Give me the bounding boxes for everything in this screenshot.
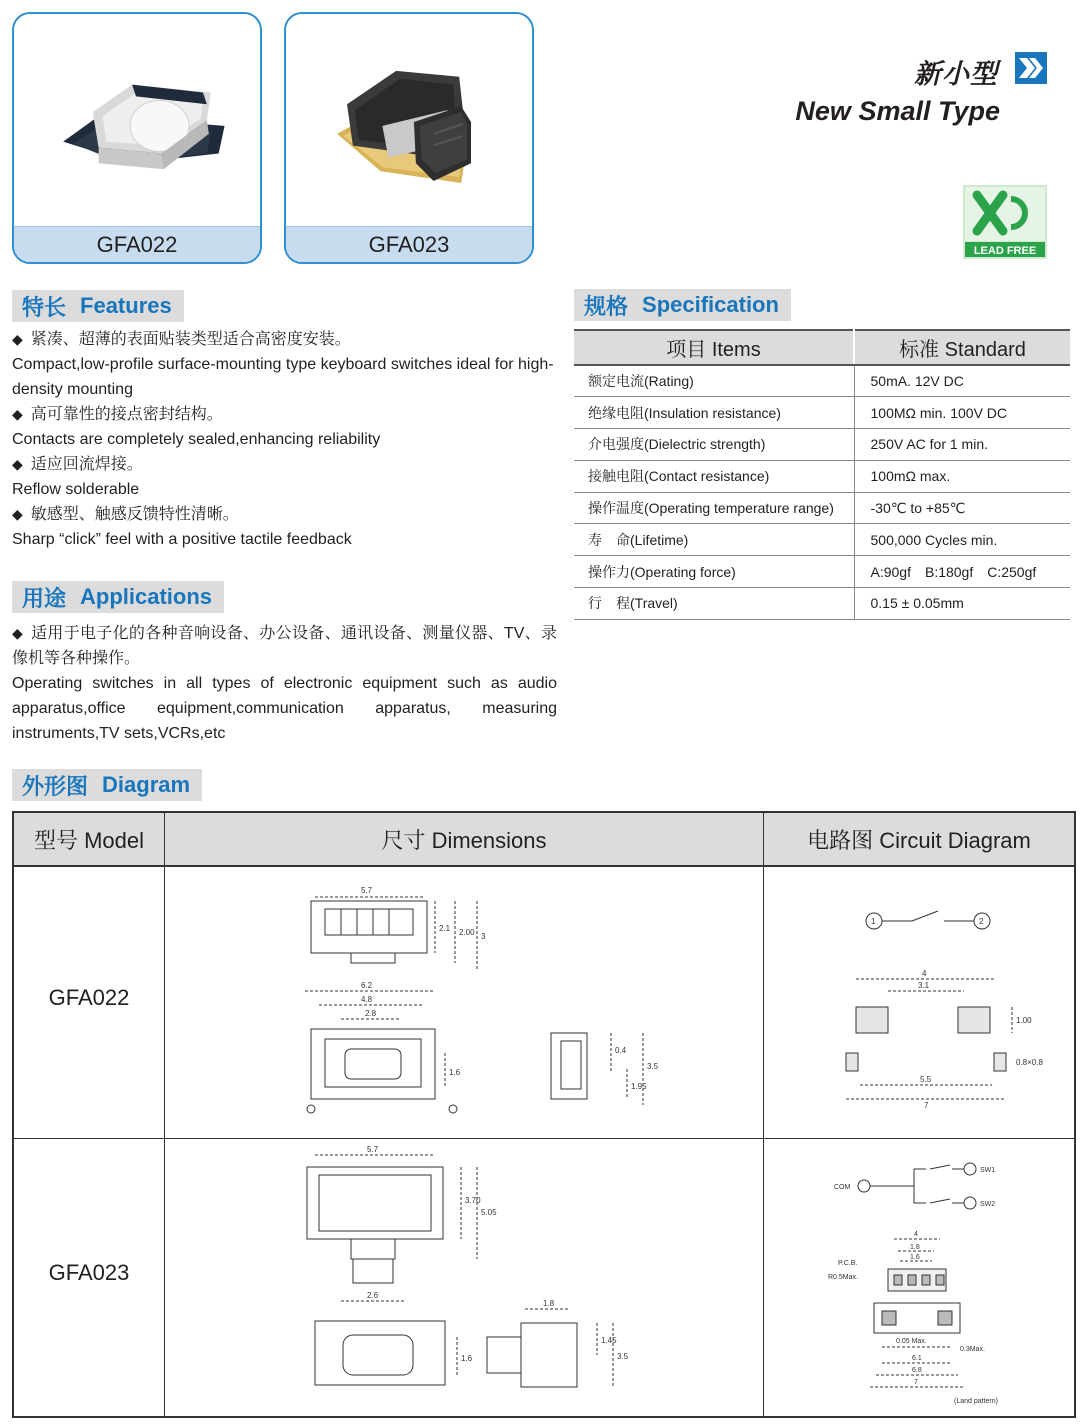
application-cn: ◆ 适用于电子化的各种音响设备、办公设备、通讯设备、测量仪器、TV、录像机等各种操作。	[12, 621, 557, 671]
table-row	[574, 460, 1070, 492]
svg-text:2: 2	[979, 917, 984, 926]
spec-item: 绝缘电阻(Insulation resistance)	[574, 397, 854, 429]
spec-item: 操作力(Operating force)	[574, 556, 854, 588]
svg-text:1.8: 1.8	[910, 1244, 920, 1251]
table-row	[574, 365, 1070, 397]
spec-header-row	[574, 330, 1070, 365]
gfa022-circuit-drawing	[764, 869, 1074, 1137]
svg-text:4: 4	[914, 1231, 918, 1238]
svg-text:3.70: 3.70	[465, 1196, 481, 1205]
svg-text:5.5: 5.5	[920, 1075, 932, 1084]
svg-text:1.00: 1.00	[1016, 1016, 1032, 1025]
spec-col-standard: 标准 Standard	[854, 330, 1070, 365]
divider	[14, 1138, 1074, 1139]
table-row	[574, 429, 1070, 461]
table-row	[574, 397, 1070, 429]
diagram-col-model: 型号 Model	[14, 813, 164, 867]
product-model-label: GFA023	[286, 226, 532, 262]
diagram-section-header	[12, 769, 202, 801]
svg-text:1: 1	[871, 917, 876, 926]
svg-text:0.8×0.8: 0.8×0.8	[1016, 1058, 1043, 1067]
product-card-gfa023	[284, 12, 534, 264]
title-chinese: 新小型	[914, 59, 998, 89]
features-section-header	[12, 290, 184, 322]
svg-text:2.8: 2.8	[365, 1009, 377, 1018]
double-arrow-icon	[1015, 52, 1047, 84]
svg-text:1.45: 1.45	[601, 1336, 617, 1345]
svg-text:6.2: 6.2	[361, 981, 373, 990]
svg-text:COM: COM	[834, 1184, 851, 1191]
svg-text:3.5: 3.5	[647, 1062, 659, 1071]
spec-item: 寿 命(Lifetime)	[574, 524, 854, 556]
diagram-model-gfa022: GFA022	[48, 985, 130, 1010]
svg-text:(Land pattern): (Land pattern)	[954, 1398, 998, 1405]
spec-value: 250V AC for 1 min.	[854, 429, 1070, 461]
spec-value: 50mA. 12V DC	[854, 365, 1070, 397]
gfa022-dimensions-drawing	[165, 869, 763, 1137]
features-title-en: Features	[80, 293, 172, 318]
svg-text:1.6: 1.6	[461, 1354, 473, 1363]
svg-text:R0.5Max.: R0.5Max.	[828, 1274, 858, 1281]
diagram-col-dimensions: 尺寸 Dimensions	[165, 813, 763, 867]
svg-text:3.5: 3.5	[617, 1352, 629, 1361]
spec-value: 100MΩ min. 100V DC	[854, 397, 1070, 429]
diagram-table	[12, 811, 1076, 1418]
spec-value: -30℃ to +85℃	[854, 492, 1070, 524]
svg-text:1.8: 1.8	[543, 1299, 555, 1308]
svg-text:1.6: 1.6	[910, 1254, 920, 1261]
gfa023-dimensions-drawing	[165, 1141, 763, 1417]
svg-text:LEAD FREE: LEAD FREE	[973, 245, 1037, 257]
svg-text:P.C.B.: P.C.B.	[838, 1260, 858, 1267]
diagram-title-en: Diagram	[102, 772, 191, 797]
specification-table	[574, 329, 1070, 620]
svg-text:3: 3	[481, 932, 486, 941]
specification-section-header	[574, 289, 791, 321]
spec-item: 额定电流(Rating)	[574, 365, 854, 397]
svg-text:0.05 Max.: 0.05 Max.	[896, 1338, 927, 1345]
svg-text:5.7: 5.7	[361, 886, 373, 895]
spec-value: A:90gf B:180gf C:250gf	[854, 556, 1070, 588]
svg-text:6.8: 6.8	[912, 1367, 922, 1374]
svg-text:SW2: SW2	[980, 1201, 996, 1208]
feature-en: Sharp “click” feel with a positive tactile feedback	[12, 531, 352, 548]
svg-text:1.6: 1.6	[449, 1068, 461, 1077]
applications-title-en: Applications	[80, 584, 213, 609]
product-model-label: GFA022	[14, 226, 260, 262]
applications-title-cn: 用途	[22, 585, 67, 611]
feature-cn: ◆ 适应回流焊接。	[12, 452, 557, 477]
gfa022-photo	[14, 14, 260, 228]
spec-item: 接触电阻(Contact resistance)	[574, 460, 854, 492]
specification-title-en: Specification	[642, 292, 779, 317]
features-title-cn: 特长	[22, 294, 67, 320]
specification-title-cn: 规格	[584, 293, 629, 319]
feature-cn: ◆ 敏感型、触感反馈特性清晰。	[12, 502, 557, 527]
table-row	[574, 556, 1070, 588]
diagram-model-gfa023: GFA023	[48, 1260, 130, 1285]
spec-col-items: 项目 Items	[574, 330, 854, 365]
title-english: New Small Type	[795, 96, 1000, 126]
table-row	[574, 588, 1070, 620]
applications-text	[12, 621, 557, 746]
svg-text:2.00: 2.00	[459, 928, 475, 937]
feature-en: Reflow solderable	[12, 481, 140, 498]
feature-cn: ◆ 高可靠性的接点密封结构。	[12, 402, 557, 427]
svg-text:1.95: 1.95	[631, 1082, 647, 1091]
diagram-col-circuit: 电路图 Circuit Diagram	[764, 813, 1074, 867]
applications-section-header	[12, 581, 224, 613]
features-list	[12, 327, 557, 552]
svg-text:7: 7	[924, 1101, 929, 1110]
svg-text:6.1: 6.1	[912, 1355, 922, 1362]
table-row	[574, 492, 1070, 524]
svg-text:4: 4	[922, 969, 927, 978]
diagram-title-cn: 外形图	[22, 773, 89, 799]
product-card-gfa022	[12, 12, 262, 264]
feature-cn: ◆ 紧凑、超薄的表面贴装类型适合高密度安装。	[12, 327, 557, 352]
spec-value: 0.15 ± 0.05mm	[854, 588, 1070, 620]
lead-free-badge-icon	[963, 185, 1047, 259]
feature-en: Contacts are completely sealed,enhancing reliability	[12, 431, 381, 448]
svg-text:2.1: 2.1	[439, 924, 451, 933]
svg-text:7: 7	[914, 1379, 918, 1386]
spec-item: 介电强度(Dielectric strength)	[574, 429, 854, 461]
svg-text:5.05: 5.05	[481, 1208, 497, 1217]
svg-text:0.3Max.: 0.3Max.	[960, 1346, 985, 1353]
svg-text:4.8: 4.8	[361, 995, 373, 1004]
svg-text:3.1: 3.1	[918, 981, 930, 990]
svg-text:SW1: SW1	[980, 1167, 996, 1174]
gfa023-photo	[286, 14, 532, 228]
gfa023-circuit-drawing	[764, 1141, 1074, 1417]
spec-item: 行 程(Travel)	[574, 588, 854, 620]
spec-value: 500,000 Cycles min.	[854, 524, 1070, 556]
svg-text:0.4: 0.4	[615, 1046, 627, 1055]
feature-en: Compact,low-profile surface-mounting type keyboard switches ideal for high-density mounting	[12, 356, 554, 398]
application-en: Operating switches in all types of electronic equipment such as audio apparatus,office equipment,communication apparatus, measuring instruments,TV sets,VCRs,etc	[12, 675, 557, 742]
svg-text:2.6: 2.6	[367, 1291, 379, 1300]
table-row	[574, 524, 1070, 556]
spec-item: 操作温度(Operating temperature range)	[574, 492, 854, 524]
spec-value: 100mΩ max.	[854, 460, 1070, 492]
svg-text:5.7: 5.7	[367, 1145, 379, 1154]
